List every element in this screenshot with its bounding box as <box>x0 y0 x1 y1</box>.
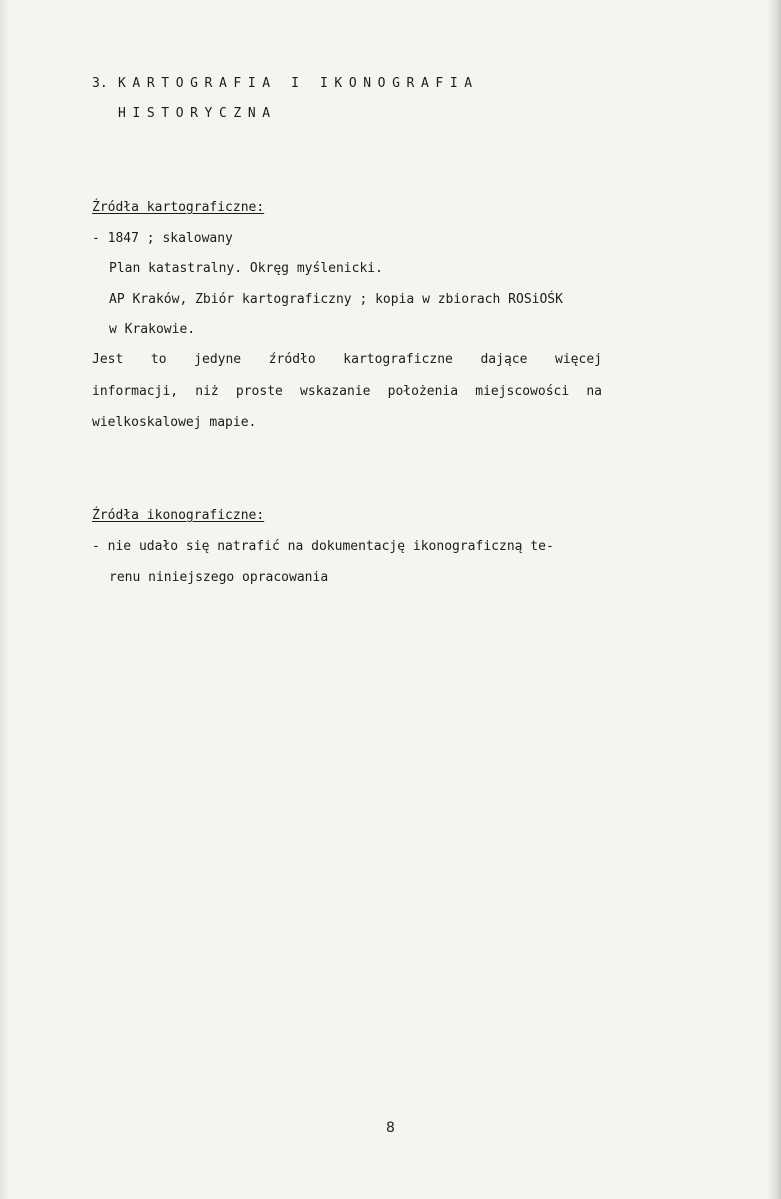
cartographic-item-line2: Plan katastralny. Okręg myślenicki. <box>109 261 383 276</box>
cartographic-note-line3: wielkoskalowej mapie. <box>92 415 257 430</box>
iconographic-item-line2: renu niniejszego opracowania <box>109 570 329 585</box>
iconographic-item-line1: - nie udało się natrafić na dokumentację ikonograficzną te- <box>92 539 554 554</box>
page-number: 8 <box>386 1120 395 1136</box>
iconographic-heading: Źródła ikonograficzne: <box>92 508 265 523</box>
section-number: 3. <box>92 76 108 91</box>
cartographic-note-line2: informacji, niż proste wskazanie położenia miejscowości na <box>92 384 602 399</box>
cartographic-heading: Źródła kartograficzne: <box>92 200 265 215</box>
cartographic-item-line1: - 1847 ; skalowany <box>92 231 233 246</box>
cartographic-note-line1: Jest to jedyne źródło kartograficzne dające więcej <box>92 352 602 367</box>
cartographic-item-line4: w Krakowie. <box>109 322 196 337</box>
page-edge-left <box>0 0 10 1199</box>
cartographic-item-line3: AP Kraków, Zbiór kartograficzny ; kopia w zbiorach ROSiOŚK <box>109 292 563 307</box>
section-title-line2: HISTORYCZNA <box>118 106 277 121</box>
section-title-line1: KARTOGRAFIA I IKONOGRAFIA <box>118 76 479 91</box>
page-edge-right <box>767 0 781 1199</box>
